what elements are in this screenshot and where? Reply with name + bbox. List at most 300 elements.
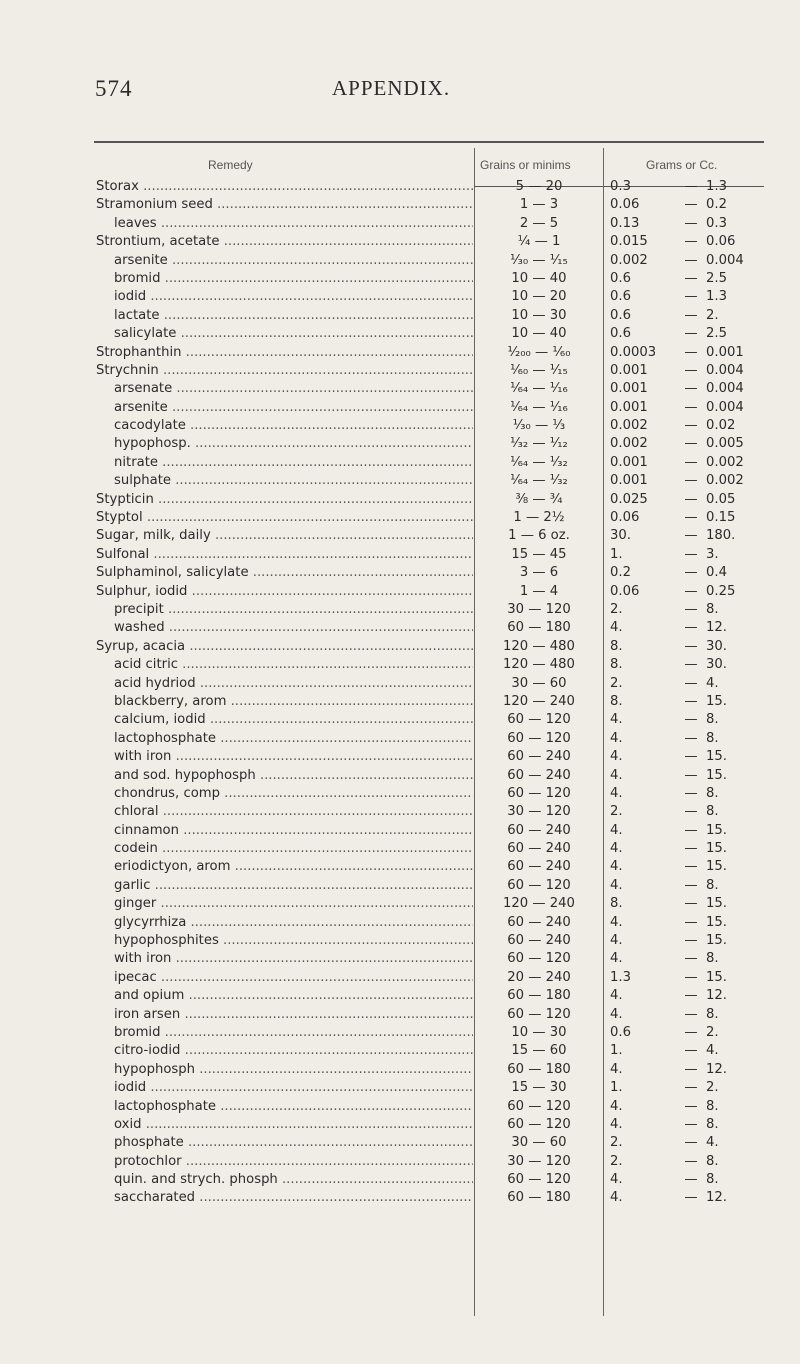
grams-max: 2. [706, 1024, 719, 1040]
range-dash: — [684, 730, 698, 746]
grams-min: 2. [610, 1153, 623, 1169]
table-row [0, 178, 800, 196]
range-dash: — [684, 785, 698, 801]
grains-range: 60 — 180 [507, 620, 571, 636]
grams-min: 0.2 [610, 565, 631, 581]
table-row [0, 969, 800, 987]
range-dash: — [684, 399, 698, 415]
grains-range: 30 — 120 [507, 601, 571, 617]
remedy-name: Strontium, acetate ..... [96, 233, 473, 251]
range-dash: — [684, 712, 698, 728]
table-row [0, 454, 800, 472]
header-grams: Grams or Cc. [646, 158, 718, 172]
grams-min: 4. [610, 767, 623, 783]
grams-max: 12. [706, 1190, 727, 1206]
range-dash: — [684, 344, 698, 360]
remedy-name: with iron ..... [114, 748, 473, 766]
grains-range: 60 — 120 [507, 730, 571, 746]
grams-max: 4. [706, 675, 719, 691]
grams-min: 0.6 [610, 1024, 631, 1040]
remedy-name: glycyrrhiza ..... [114, 914, 473, 932]
remedy-name: ginger ..... [114, 895, 473, 913]
grams-min: 0.06 [610, 583, 640, 599]
grams-min: 4. [610, 1116, 623, 1132]
grams-min: 4. [610, 841, 623, 857]
range-dash: — [684, 988, 698, 1004]
grams-min: 1. [610, 1080, 623, 1096]
grams-min: 4. [610, 914, 623, 930]
table-row [0, 987, 800, 1005]
range-dash: — [684, 546, 698, 562]
table-row [0, 344, 800, 362]
remedy-name: and opium ..... [114, 987, 473, 1005]
grams-min: 8. [610, 896, 623, 912]
range-dash: — [684, 289, 698, 305]
remedy-name: chloral ..... [114, 803, 473, 821]
remedy-name: Stypticin ..... [96, 491, 473, 509]
grams-min: 4. [610, 730, 623, 746]
remedy-name: salicylate ..... [114, 325, 473, 343]
grams-max: 8. [706, 804, 719, 820]
grains-range: 120 — 240 [503, 693, 575, 709]
grains-range: 60 — 240 [507, 933, 571, 949]
table-row [0, 803, 800, 821]
grams-min: 4. [610, 822, 623, 838]
remedy-name: nitrate ..... [114, 454, 473, 472]
table-row [0, 895, 800, 913]
grams-max: 15. [706, 822, 727, 838]
grams-max: 8. [706, 1116, 719, 1132]
table-row [0, 527, 800, 545]
grains-range: 30 — 60 [511, 1135, 567, 1151]
grams-max: 15. [706, 969, 727, 985]
remedy-name: Sulphur, iodid ..... [96, 583, 473, 601]
grams-min: 0.002 [610, 418, 648, 434]
grams-max: 8. [706, 1153, 719, 1169]
range-dash: — [684, 620, 698, 636]
range-dash: — [684, 1043, 698, 1059]
grams-max: 12. [706, 1061, 727, 1077]
range-dash: — [684, 473, 698, 489]
grams-max: 0.4 [706, 565, 727, 581]
grams-min: 0.6 [610, 307, 631, 323]
remedy-name: quin. and strych. phosph ..... [114, 1171, 473, 1189]
range-dash: — [684, 657, 698, 673]
grams-max: 4. [706, 1135, 719, 1151]
table-row [0, 1061, 800, 1079]
grams-min: 2. [610, 1135, 623, 1151]
grams-min: 1. [610, 546, 623, 562]
range-dash: — [684, 1098, 698, 1114]
grams-min: 0.6 [610, 289, 631, 305]
grams-max: 3. [706, 546, 719, 562]
grains-range: 2 — 5 [519, 215, 559, 231]
table-row [0, 914, 800, 932]
remedy-name: oxid ..... [114, 1116, 473, 1134]
grains-range: 1 — 6 oz. [508, 528, 570, 544]
grams-min: 4. [610, 859, 623, 875]
table-row [0, 932, 800, 950]
range-dash: — [684, 1061, 698, 1077]
remedy-name: Stramonium seed ..... [96, 196, 473, 214]
remedy-name: acid citric ..... [114, 656, 473, 674]
remedy-name: Sulfonal ..... [96, 546, 473, 564]
grains-range: 60 — 240 [507, 859, 571, 875]
remedy-name: leaves ..... [114, 215, 473, 233]
table-row [0, 1171, 800, 1189]
range-dash: — [684, 528, 698, 544]
grains-range: 15 — 30 [511, 1080, 567, 1096]
grams-max: 0.02 [706, 418, 736, 434]
range-dash: — [684, 1153, 698, 1169]
grains-range: ¹⁄₂₀₀ — ¹⁄₆₀ [507, 344, 571, 360]
grams-max: 8. [706, 877, 719, 893]
range-dash: — [684, 252, 698, 268]
grams-max: 8. [706, 712, 719, 728]
grams-min: 4. [610, 877, 623, 893]
grams-max: 8. [706, 1172, 719, 1188]
remedy-name: hypophosph ..... [114, 1061, 473, 1079]
grams-max: 12. [706, 620, 727, 636]
grains-range: ⅜ — ¾ [515, 491, 563, 507]
grams-min: 0.015 [610, 234, 648, 250]
grams-min: 0.025 [610, 491, 648, 507]
remedy-name: iodid ..... [114, 288, 473, 306]
grams-min: 4. [610, 1061, 623, 1077]
range-dash: — [684, 877, 698, 893]
remedy-name: Strychnin ..... [96, 362, 473, 380]
grains-range: 120 — 240 [503, 896, 575, 912]
range-dash: — [684, 418, 698, 434]
table-row [0, 252, 800, 270]
grains-range: 10 — 30 [511, 1024, 567, 1040]
grams-max: 12. [706, 988, 727, 1004]
grams-max: 15. [706, 767, 727, 783]
table-row [0, 822, 800, 840]
grains-range: 60 — 120 [507, 1172, 571, 1188]
table-row [0, 638, 800, 656]
grains-range: 60 — 180 [507, 1190, 571, 1206]
grams-min: 4. [610, 712, 623, 728]
table-row [0, 1006, 800, 1024]
remedy-name: blackberry, arom ..... [114, 693, 473, 711]
table-row [0, 1079, 800, 1097]
remedy-name: cacodylate ..... [114, 417, 473, 435]
table-row [0, 1098, 800, 1116]
grains-range: 60 — 120 [507, 951, 571, 967]
grams-max: 0.2 [706, 197, 727, 213]
table-row [0, 1024, 800, 1042]
remedy-name: arsenate ..... [114, 380, 473, 398]
grams-min: 4. [610, 1098, 623, 1114]
table-row [0, 435, 800, 453]
remedy-name: citro-iodid ..... [114, 1042, 473, 1060]
grams-max: 1.3 [706, 289, 727, 305]
table-row [0, 215, 800, 233]
grams-max: 15. [706, 859, 727, 875]
table-row [0, 233, 800, 251]
range-dash: — [684, 969, 698, 985]
grains-range: 60 — 120 [507, 1098, 571, 1114]
remedy-name: phosphate ..... [114, 1134, 473, 1152]
table-row [0, 601, 800, 619]
range-dash: — [684, 510, 698, 526]
running-head: APPENDIX. [332, 76, 451, 100]
remedy-name: hypophosp. ..... [114, 435, 473, 453]
grams-min: 2. [610, 601, 623, 617]
grams-max: 1.3 [706, 179, 727, 194]
remedy-name: garlic ..... [114, 877, 473, 895]
grains-range: 60 — 120 [507, 877, 571, 893]
table-row [0, 288, 800, 306]
range-dash: — [684, 215, 698, 231]
grains-range: 15 — 45 [511, 546, 567, 562]
remedy-name: saccharated ..... [114, 1189, 473, 1207]
remedy-name: bromid ..... [114, 270, 473, 288]
table-row [0, 858, 800, 876]
grams-min: 0.002 [610, 252, 648, 268]
grams-max: 15. [706, 693, 727, 709]
grains-range: 60 — 240 [507, 822, 571, 838]
table-row [0, 785, 800, 803]
table-row [0, 472, 800, 490]
range-dash: — [684, 767, 698, 783]
grams-min: 0.001 [610, 381, 648, 397]
grams-min: 4. [610, 988, 623, 1004]
table-row [0, 693, 800, 711]
grains-range: ¹⁄₃₂ — ¹⁄₁₂ [510, 436, 568, 452]
range-dash: — [684, 197, 698, 213]
table-row [0, 564, 800, 582]
grains-range: ¹⁄₃₀ — ¹⁄₁₅ [510, 252, 568, 268]
grains-range: 120 — 480 [503, 638, 575, 654]
remedy-name: chondrus, comp ..... [114, 785, 473, 803]
grains-range: 60 — 120 [507, 712, 571, 728]
grams-max: 0.05 [706, 491, 736, 507]
remedy-name: acid hydriod ..... [114, 675, 473, 693]
table-row [0, 950, 800, 968]
grams-max: 2. [706, 307, 719, 323]
range-dash: — [684, 1024, 698, 1040]
grams-min: 8. [610, 657, 623, 673]
grams-max: 8. [706, 1098, 719, 1114]
remedy-name: iron arsen ..... [114, 1006, 473, 1024]
grams-min: 0.0003 [610, 344, 657, 360]
grains-range: 60 — 240 [507, 749, 571, 765]
table-row [0, 362, 800, 380]
table-row [0, 840, 800, 858]
range-dash: — [684, 234, 698, 250]
table-row [0, 675, 800, 693]
grams-max: 8. [706, 951, 719, 967]
remedy-name: with iron ..... [114, 950, 473, 968]
grains-range: 60 — 120 [507, 1006, 571, 1022]
range-dash: — [684, 362, 698, 378]
range-dash: — [684, 804, 698, 820]
top-rule [94, 141, 764, 143]
remedy-name: Storax ..... [96, 178, 473, 196]
range-dash: — [684, 565, 698, 581]
range-dash: — [684, 270, 698, 286]
remedy-name: cinnamon ..... [114, 822, 473, 840]
grams-max: 2.5 [706, 326, 727, 342]
grains-range: ¹⁄₆₄ — ¹⁄₁₆ [510, 399, 568, 415]
grains-range: 60 — 240 [507, 767, 571, 783]
range-dash: — [684, 638, 698, 654]
grams-max: 15. [706, 914, 727, 930]
grains-range: ¹⁄₃₀ — ⅓ [512, 418, 566, 434]
range-dash: — [684, 1116, 698, 1132]
table-row [0, 656, 800, 674]
range-dash: — [684, 1080, 698, 1096]
grams-min: 4. [610, 749, 623, 765]
range-dash: — [684, 1172, 698, 1188]
range-dash: — [684, 381, 698, 397]
range-dash: — [684, 179, 698, 194]
grams-max: 15. [706, 841, 727, 857]
grains-range: ¹⁄₆₄ — ¹⁄₁₆ [510, 381, 568, 397]
grams-min: 4. [610, 951, 623, 967]
grams-min: 0.06 [610, 197, 640, 213]
table-row [0, 1042, 800, 1060]
grams-max: 15. [706, 749, 727, 765]
remedy-name: arsenite ..... [114, 252, 473, 270]
range-dash: — [684, 859, 698, 875]
remedy-name: iodid ..... [114, 1079, 473, 1097]
grains-range: 1 — 4 [519, 583, 559, 599]
grains-range: 120 — 480 [503, 657, 575, 673]
grains-range: 5 — 20 [515, 179, 563, 194]
grams-min: 8. [610, 693, 623, 709]
grams-max: 0.004 [706, 381, 744, 397]
grains-range: ¼ — 1 [517, 234, 561, 250]
range-dash: — [684, 1006, 698, 1022]
grains-range: 60 — 120 [507, 785, 571, 801]
remedy-name: Syrup, acacia ..... [96, 638, 473, 656]
grains-range: 60 — 240 [507, 841, 571, 857]
grains-range: 1 — 2½ [513, 510, 565, 526]
grams-min: 2. [610, 804, 623, 820]
grains-range: 10 — 40 [511, 326, 567, 342]
grams-min: 0.001 [610, 473, 648, 489]
table-row [0, 509, 800, 527]
remedy-name: Styptol ..... [96, 509, 473, 527]
grams-min: 4. [610, 1172, 623, 1188]
grams-max: 15. [706, 933, 727, 949]
grams-max: 15. [706, 896, 727, 912]
grams-max: 2. [706, 1080, 719, 1096]
table-row [0, 1116, 800, 1134]
table-row [0, 767, 800, 785]
grams-max: 30. [706, 657, 727, 673]
range-dash: — [684, 436, 698, 452]
grams-max: 0.004 [706, 362, 744, 378]
remedy-name: washed ..... [114, 619, 473, 637]
grams-min: 0.13 [610, 215, 640, 231]
table-row [0, 417, 800, 435]
range-dash: — [684, 307, 698, 323]
remedy-name: hypophosphites ..... [114, 932, 473, 950]
grams-min: 4. [610, 620, 623, 636]
remedy-name: Sugar, milk, daily ..... [96, 527, 473, 545]
range-dash: — [684, 583, 698, 599]
range-dash: — [684, 675, 698, 691]
grams-min: 1.3 [610, 969, 631, 985]
table-row [0, 196, 800, 214]
grains-range: 30 — 60 [511, 675, 567, 691]
range-dash: — [684, 693, 698, 709]
grams-min: 0.6 [610, 326, 631, 342]
grams-min: 0.001 [610, 362, 648, 378]
remedy-name: arsenite ..... [114, 399, 473, 417]
grams-max: 30. [706, 638, 727, 654]
grains-range: 10 — 20 [511, 289, 567, 305]
table-row [0, 546, 800, 564]
table-row [0, 1134, 800, 1152]
grams-max: 4. [706, 1043, 719, 1059]
grams-min: 0.6 [610, 270, 631, 286]
grams-max: 180. [706, 528, 736, 544]
range-dash: — [684, 454, 698, 470]
grains-range: 60 — 120 [507, 1116, 571, 1132]
grains-range: 60 — 180 [507, 1061, 571, 1077]
grains-range: 10 — 40 [511, 270, 567, 286]
grams-min: 4. [610, 1006, 623, 1022]
grams-max: 0.3 [706, 215, 727, 231]
grams-min: 4. [610, 933, 623, 949]
range-dash: — [684, 491, 698, 507]
range-dash: — [684, 1190, 698, 1206]
grams-min: 0.001 [610, 399, 648, 415]
table-row [0, 619, 800, 637]
grains-range: ¹⁄₆₄ — ¹⁄₃₂ [510, 473, 568, 489]
grams-max: 0.002 [706, 454, 744, 470]
remedy-name: protochlor ..... [114, 1153, 473, 1171]
remedy-name: lactophosphate ..... [114, 730, 473, 748]
grains-range: 3 — 6 [519, 565, 559, 581]
table-row [0, 399, 800, 417]
remedy-name: ipecac ..... [114, 969, 473, 987]
grains-range: 10 — 30 [511, 307, 567, 323]
remedy-name: sulphate ..... [114, 472, 473, 490]
grams-min: 8. [610, 638, 623, 654]
table-row [0, 325, 800, 343]
grams-min: 0.002 [610, 436, 648, 452]
remedy-name: lactate ..... [114, 307, 473, 325]
table-row [0, 270, 800, 288]
range-dash: — [684, 914, 698, 930]
range-dash: — [684, 896, 698, 912]
grams-max: 8. [706, 1006, 719, 1022]
grams-max: 0.004 [706, 252, 744, 268]
grains-range: 30 — 120 [507, 1153, 571, 1169]
table-row [0, 583, 800, 601]
grams-max: 0.25 [706, 583, 736, 599]
range-dash: — [684, 326, 698, 342]
table-row [0, 380, 800, 398]
table-row [0, 307, 800, 325]
grains-range: 1 — 3 [519, 197, 559, 213]
grams-min: 0.3 [610, 179, 631, 194]
grams-max: 0.004 [706, 399, 744, 415]
grams-max: 0.06 [706, 234, 736, 250]
remedy-name: Strophanthin ..... [96, 344, 473, 362]
remedy-name: bromid ..... [114, 1024, 473, 1042]
grains-range: 60 — 180 [507, 988, 571, 1004]
table-row [0, 730, 800, 748]
table-row [0, 711, 800, 729]
grains-range: ¹⁄₆₄ — ¹⁄₃₂ [510, 454, 568, 470]
